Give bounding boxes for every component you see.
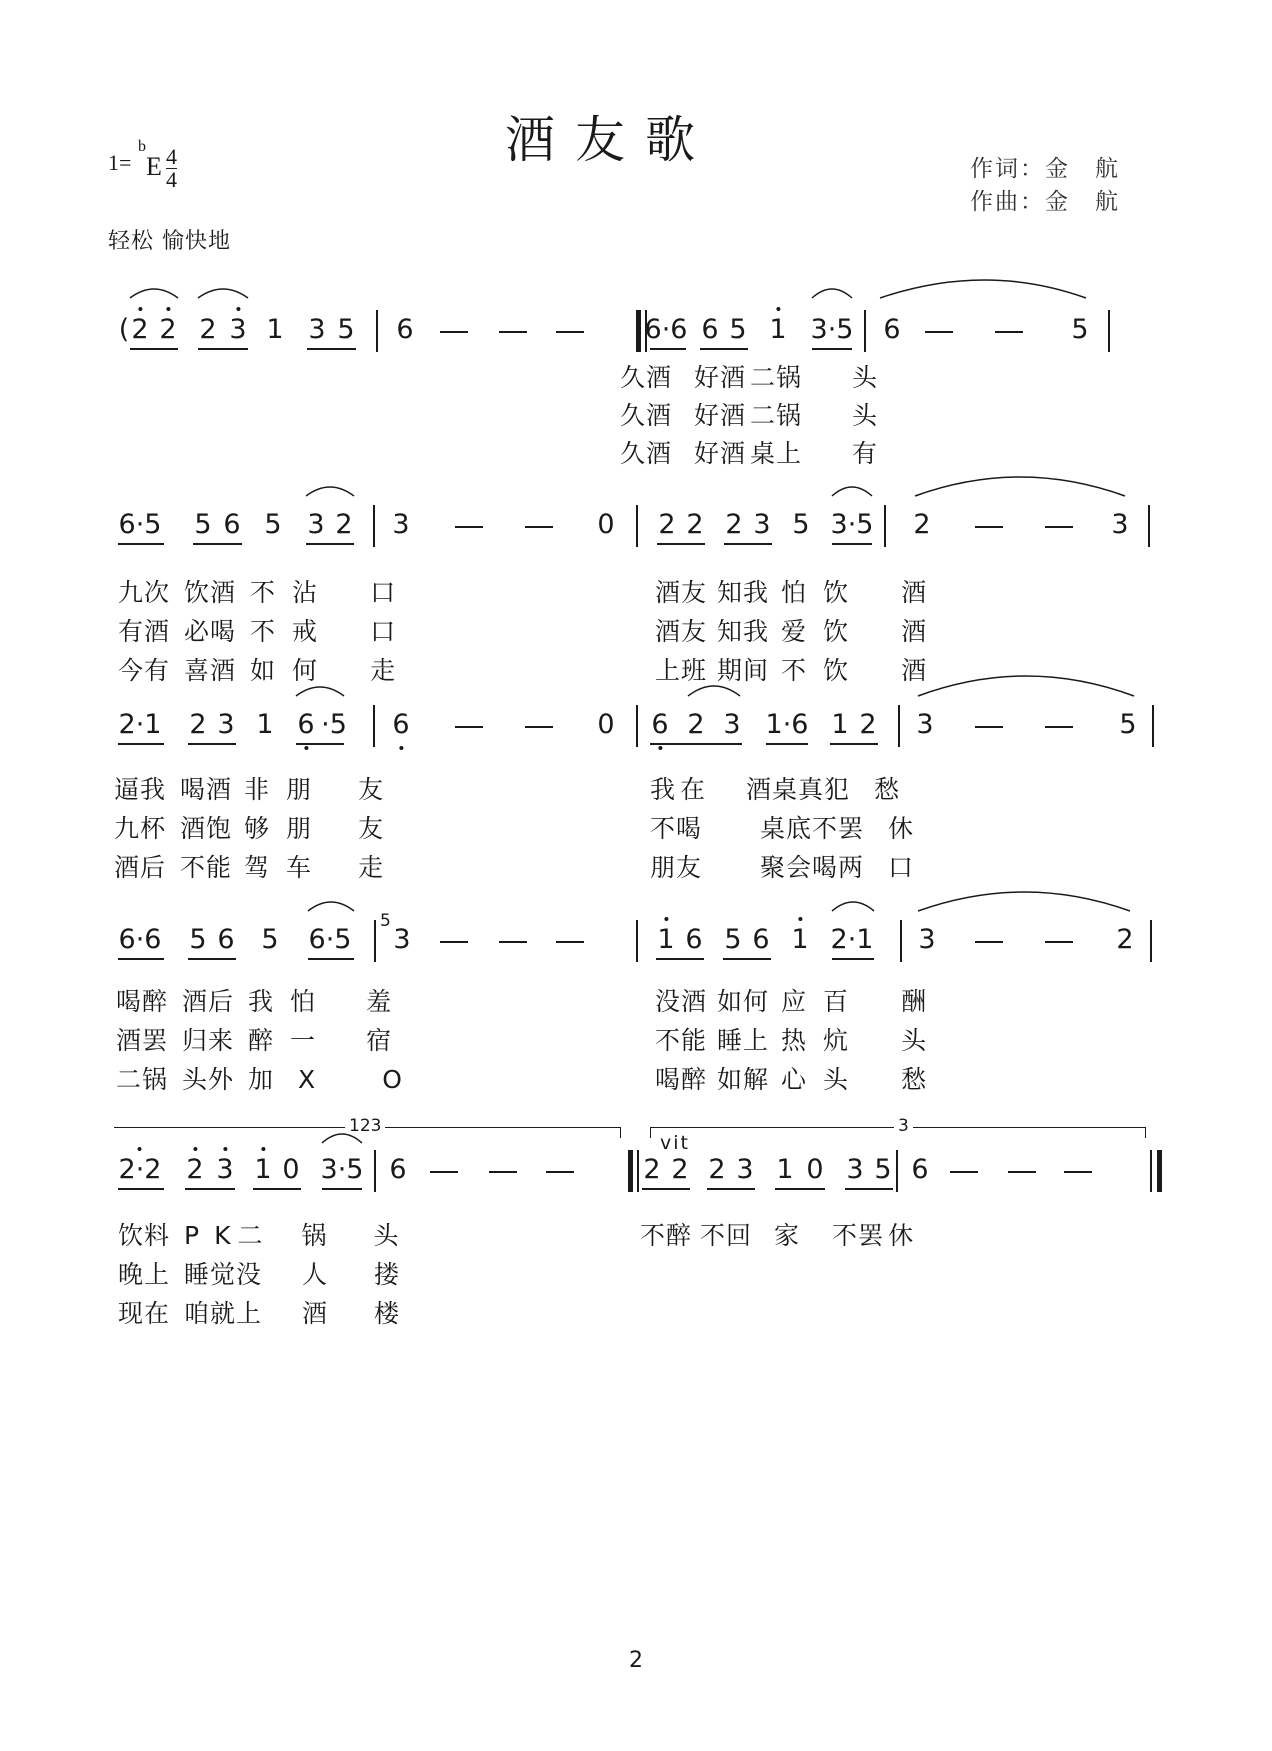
beam: [118, 543, 164, 545]
beam: [308, 958, 354, 960]
lyric-3L-v3: 酒后 不能 驾 车 走: [114, 853, 385, 882]
slurs-line-1: [0, 270, 1272, 320]
note: 5: [1119, 709, 1137, 740]
note: 3: [753, 509, 771, 540]
note: 2: [131, 314, 149, 345]
beam: [657, 543, 705, 545]
lyric-4L-v2: 酒罢 归来 醉 一 宿: [116, 1026, 393, 1055]
lyric-4R-v2: 不能 睡上 热 炕 头: [655, 1026, 928, 1055]
note: 3: [723, 709, 741, 740]
lyric-2R-v2: 酒友 知我 爱 饮 酒: [655, 617, 928, 646]
dash: [455, 726, 483, 728]
note: 3: [918, 924, 936, 955]
note: 6: [911, 1154, 929, 1185]
note: 5: [194, 509, 212, 540]
beam: [642, 1188, 690, 1190]
note: 0: [806, 1154, 824, 1185]
note: 2: [658, 509, 676, 540]
beam: [650, 743, 742, 745]
grace-note: 5: [380, 911, 391, 931]
note: 3: [217, 709, 235, 740]
lyric-5L-v3: 现在 咱就上 酒 楼: [118, 1299, 401, 1328]
dash: [489, 1171, 517, 1173]
note: 2: [643, 1154, 661, 1185]
beam: [322, 1188, 362, 1190]
note: 0: [597, 509, 615, 540]
note: 5: [189, 924, 207, 955]
dash: [440, 941, 468, 943]
lyric-5R-v1: 不醉 不回 家 不罢 休: [640, 1221, 915, 1250]
lyric-5L-v1: 饮料 P K 二 锅 头: [118, 1221, 400, 1250]
beam: [188, 743, 236, 745]
beam: [812, 348, 852, 350]
beam: [832, 958, 874, 960]
note: 6: [651, 709, 669, 740]
note: 6: [883, 314, 901, 345]
staff-line-3: [0, 710, 1272, 770]
dash: [499, 331, 527, 333]
note: 3: [229, 314, 247, 345]
note: 0: [282, 1154, 300, 1185]
note: 6: [392, 709, 410, 740]
time-signature: [166, 146, 177, 191]
beam: [307, 348, 356, 350]
dash: [925, 331, 953, 333]
note: 3: [216, 1154, 234, 1185]
beam: [830, 743, 878, 745]
note: 6·6: [644, 314, 688, 345]
note: 2: [686, 509, 704, 540]
volta-label-2: 3: [894, 1116, 913, 1136]
beam: [253, 1188, 301, 1190]
note: 2: [913, 509, 931, 540]
dash: [975, 726, 1003, 728]
beam: [185, 1188, 235, 1190]
lyric-4R-v3: 喝醉 如解 心 头 愁: [655, 1065, 928, 1094]
dash: [455, 526, 483, 528]
dash: [556, 941, 584, 943]
dash: [440, 331, 468, 333]
time-top: 4: [166, 144, 177, 169]
note: 2: [859, 709, 877, 740]
note: 2: [186, 1154, 204, 1185]
note: 3·5: [830, 509, 874, 540]
lyric-4L-v1: 喝醉 酒后 我 怕 羞: [116, 987, 393, 1016]
note: 1: [657, 924, 675, 955]
lyric-1-v2: 久酒 好酒 二锅 头: [620, 401, 879, 430]
note: 1: [791, 924, 809, 955]
note: 1: [831, 709, 849, 740]
tempo-marking: 轻松 愉快地: [108, 229, 231, 254]
note: 3·5: [320, 1154, 364, 1185]
note: 1·6: [765, 709, 809, 740]
note: 2: [671, 1154, 689, 1185]
note: 3: [392, 509, 410, 540]
lyric-2L-v2: 有酒 必喝 不 戒 口: [118, 617, 397, 646]
dash: [1045, 726, 1073, 728]
key-note: E: [146, 152, 162, 181]
time-bottom: 4: [166, 167, 177, 192]
lyric-2R-v1: 酒友 知我 怕 饮 酒: [655, 578, 928, 607]
note: 3: [1111, 509, 1129, 540]
lyric-3L-v2: 九杯 酒饱 够 朋 友: [114, 814, 385, 843]
beam: [832, 543, 872, 545]
lyric-1-v1: 久酒 好酒 二锅 头: [620, 363, 879, 392]
note: 3: [736, 1154, 754, 1185]
lyric-2R-v3: 上班 期间 不 饮 酒: [655, 656, 928, 685]
note: 3: [916, 709, 934, 740]
beam: [198, 348, 248, 350]
beam: [118, 743, 164, 745]
note: 2·2: [118, 1154, 162, 1185]
dash: [950, 1171, 978, 1173]
flat-sign: b: [138, 138, 146, 155]
note: 3: [846, 1154, 864, 1185]
note: 2: [335, 509, 353, 540]
note: 1: [776, 1154, 794, 1185]
note: 5: [729, 314, 747, 345]
dash: [525, 526, 553, 528]
note: 1: [254, 1154, 272, 1185]
slurs-line-4: [0, 885, 1272, 935]
beam: [296, 743, 344, 745]
slurs-line-3: [0, 668, 1272, 718]
lyric-5L-v2: 晚上 睡觉没 人 搂: [118, 1260, 401, 1289]
note: 2: [1116, 924, 1134, 955]
note: 6: [752, 924, 770, 955]
dash: [556, 331, 584, 333]
dash: [546, 1171, 574, 1173]
dash: [975, 941, 1003, 943]
note: 6: [223, 509, 241, 540]
beam: [723, 958, 771, 960]
volta-label-1: 123: [345, 1116, 385, 1136]
beam: [656, 958, 704, 960]
beam: [766, 743, 808, 745]
note: 6·6: [118, 924, 162, 955]
vit-marking: vit: [660, 1132, 690, 1154]
note: 6: [701, 314, 719, 345]
lyric-1-v3: 久酒 好酒 桌上 有: [620, 439, 879, 468]
lyric-2L-v3: 今有 喜酒 如 何 走: [118, 656, 397, 685]
lyric-4R-v1: 没酒 如何 应 百 酬: [655, 987, 928, 1016]
note: 0: [597, 709, 615, 740]
beam: [700, 348, 748, 350]
key-signature: [108, 138, 177, 192]
dash: [1008, 1171, 1036, 1173]
note: 2: [725, 509, 743, 540]
slurs-line-5: [0, 1115, 1272, 1165]
note: 6: [297, 709, 315, 740]
note: 1: [769, 314, 787, 345]
lyric-3R-v2: 不喝 桌底不罢 休: [650, 814, 915, 843]
beam: [118, 1188, 164, 1190]
note: 5: [724, 924, 742, 955]
note: 6·5: [308, 924, 352, 955]
note: 1: [266, 314, 284, 345]
beam: [193, 543, 242, 545]
lyric-4L-v3: 二锅 头外 加 X O: [116, 1065, 403, 1094]
beam: [188, 958, 236, 960]
dash: [1064, 1171, 1092, 1173]
note: 6: [685, 924, 703, 955]
note: 2: [159, 314, 177, 345]
dash: [430, 1171, 458, 1173]
dash: [525, 726, 553, 728]
note: 5: [261, 924, 279, 955]
note: 2: [708, 1154, 726, 1185]
note: 2: [189, 709, 207, 740]
note: 5: [264, 509, 282, 540]
beam: [845, 1188, 893, 1190]
note: 1: [256, 709, 274, 740]
note: 5: [874, 1154, 892, 1185]
composer-credit: 作曲：金 航: [970, 189, 1120, 215]
note: 3·5: [810, 314, 854, 345]
beam: [775, 1188, 825, 1190]
dash: [1045, 526, 1073, 528]
beam: [118, 958, 164, 960]
slurs-line-2: [0, 470, 1272, 520]
lyricist-credit: 作词：金 航: [970, 156, 1120, 182]
note: 2·1: [830, 924, 874, 955]
note: 2: [687, 709, 705, 740]
dash: [1045, 941, 1073, 943]
beam: [650, 348, 686, 350]
note: ·5: [321, 709, 347, 740]
beam: [306, 543, 354, 545]
note: 6: [217, 924, 235, 955]
note: 5: [337, 314, 355, 345]
lyric-3R-v1: 我 在 酒桌真犯 愁: [650, 775, 901, 804]
beam: [707, 1188, 755, 1190]
note: 5: [1071, 314, 1089, 345]
lyric-3L-v1: 逼我 喝酒 非 朋 友: [114, 775, 385, 804]
note: 2·1: [118, 709, 162, 740]
lyric-3R-v3: 朋友 聚会喝两 口: [650, 853, 915, 882]
note: 3: [307, 509, 325, 540]
dash: [975, 526, 1003, 528]
note: 3: [308, 314, 326, 345]
page-number: 2: [629, 1648, 643, 1673]
dash: [499, 941, 527, 943]
note: 3: [393, 924, 411, 955]
lyric-2L-v1: 九次 饮酒 不 沾 口: [118, 578, 397, 607]
key-prefix: 1=: [108, 150, 132, 175]
beam: [724, 543, 772, 545]
intro-paren: (: [118, 314, 130, 345]
song-title: 酒友歌: [505, 111, 715, 169]
note: 6·5: [118, 509, 162, 540]
note: 6: [389, 1154, 407, 1185]
note: 5: [792, 509, 810, 540]
note: 6: [396, 314, 414, 345]
note: 2: [199, 314, 217, 345]
beam: [130, 348, 178, 350]
dash: [995, 331, 1023, 333]
